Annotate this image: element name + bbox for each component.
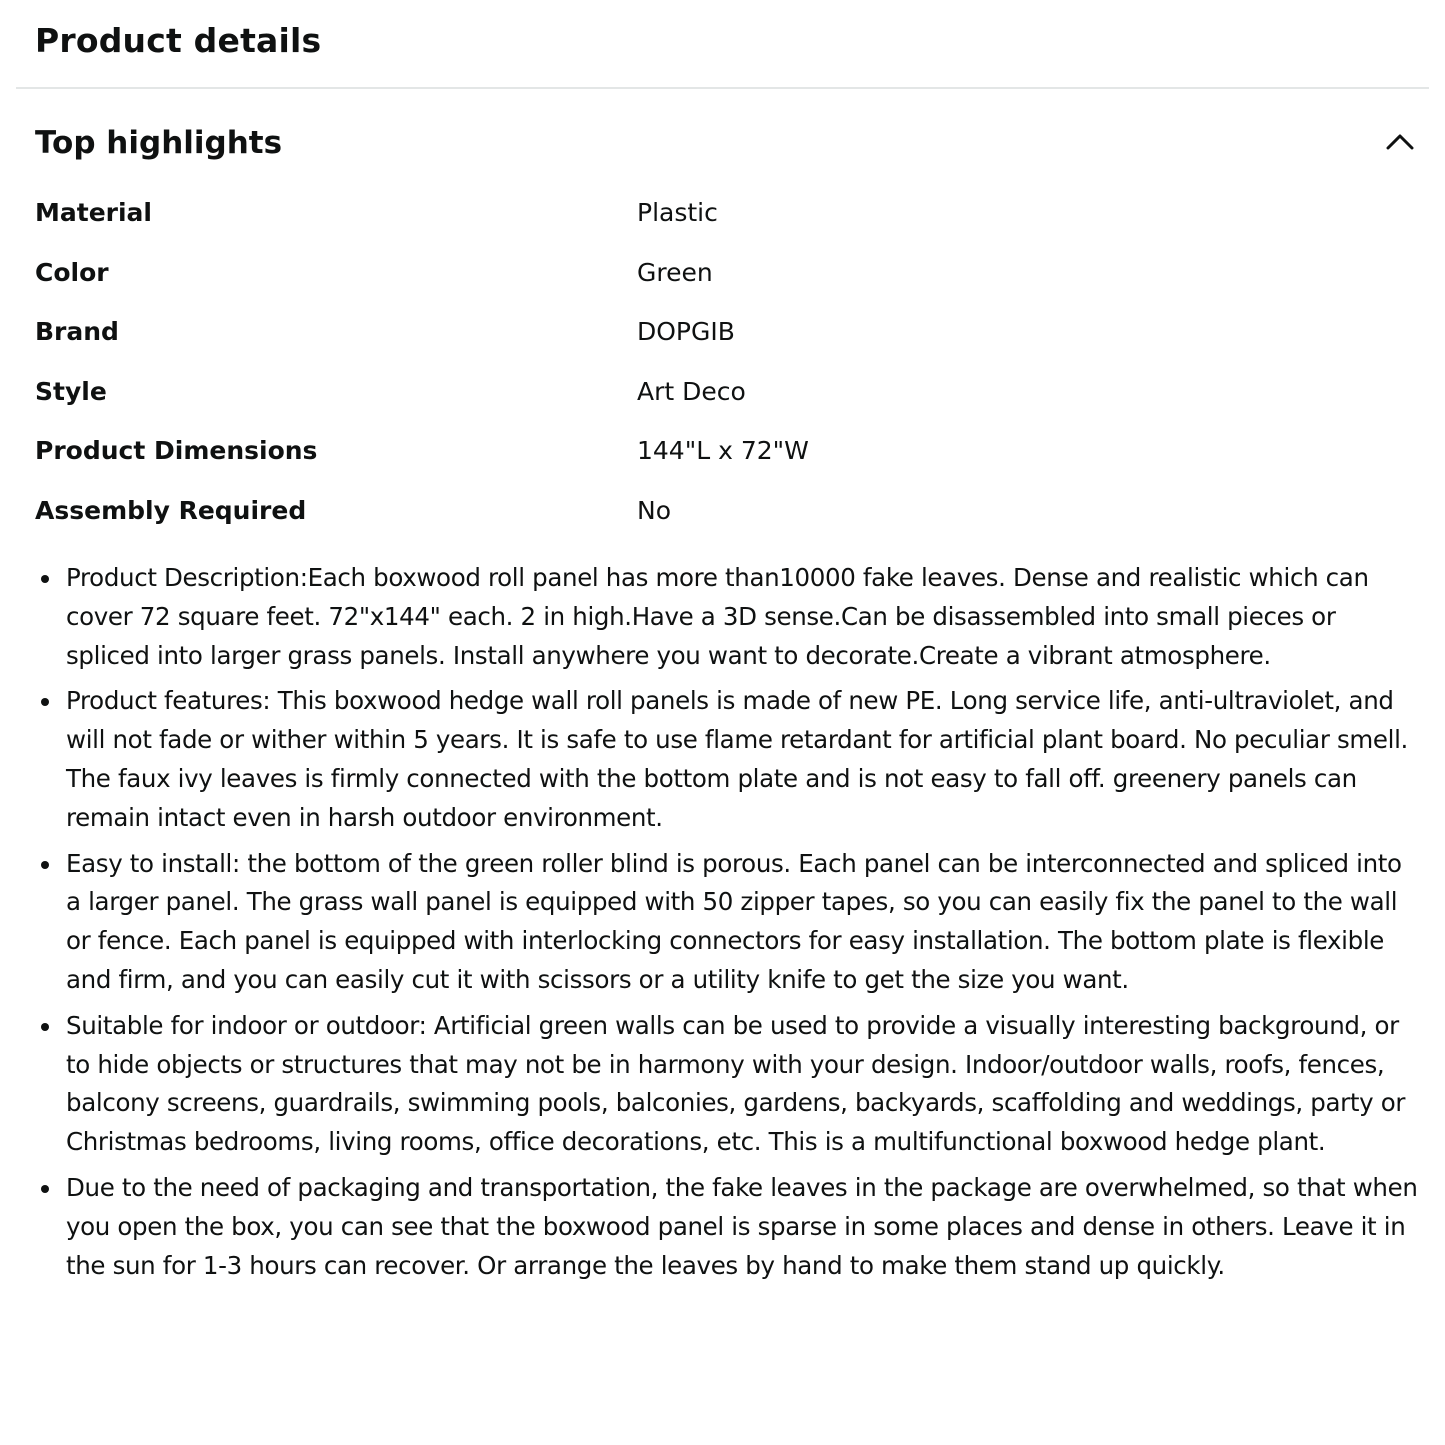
attribute-value: 144"L x 72"W <box>637 436 809 466</box>
attribute-label: Brand <box>35 317 119 347</box>
attribute-value: No <box>637 495 671 525</box>
bullet-dot-icon <box>41 1185 49 1193</box>
attribute-label: Style <box>35 376 107 406</box>
bullet-dot-icon <box>41 861 49 869</box>
top-highlights-toggle[interactable] <box>35 117 1415 169</box>
list-item <box>35 1169 1420 1285</box>
header-divider <box>16 87 1429 89</box>
bullet-text: Product Description:Each boxwood roll panel has more than10000 fake leaves. Dense and realistic which can cover 72 square feet. 72"x144" each. 2 in high.Have a 3D sense.Can be disassembled into small pieces or spliced into larger grass panels. Install anywhere you want to decorate.Create a vibrant atmosphere. <box>66 563 1369 670</box>
bullet-text: Easy to install: the bottom of the green roller blind is porous. Each panel can be interconnected and spliced into a larger panel. The grass wall panel is equipped with 50 zipper tapes, so you can easily fix the panel to the wall or fence. Each panel is equipped with interlocking connectors for easy installation. The bottom plate is flexible and firm, and you can easily cut it with scissors or a utility knife to get the size you want. <box>66 848 1402 994</box>
attribute-label: Color <box>35 257 109 287</box>
attribute-label: Product Dimensions <box>35 436 318 466</box>
bullet-text: Suitable for indoor or outdoor: Artificial green walls can be used to provide a visually interesting background, or to hide objects or structures that may not be in harmony with your design. Indoor/outdoor walls, roofs, fences, balcony screens, guardrails, swimming pools, balconies, gardens, backyards, scaffolding and weddings, party or Christmas bedrooms, living rooms, office decorations, etc. This is a multifunctional boxwood hedge plant. <box>66 1010 1406 1157</box>
attribute-value: Green <box>637 257 713 287</box>
attributes-table <box>35 183 1415 541</box>
bullet-dot-icon <box>41 575 49 583</box>
attribute-label: Assembly Required <box>35 495 307 525</box>
attribute-value: DOPGIB <box>637 317 735 347</box>
list-item <box>35 1007 1420 1162</box>
bullet-text: Due to the need of packaging and transportation, the fake leaves in the package are overwhelmed, so that when you open the box, you can see that the boxwood panel is sparse in some places and dense in others. Leave it in the sun for 1-3 hours can recover. Or arrange the leaves by hand to make them stand up quickly. <box>66 1172 1418 1280</box>
list-item <box>35 559 1420 675</box>
section-title: Top highlights <box>35 125 283 161</box>
list-item <box>35 682 1420 837</box>
bullet-dot-icon <box>41 1023 49 1031</box>
attribute-label: Material <box>35 198 152 227</box>
attribute-row-assembly <box>35 481 1415 541</box>
attribute-value: Art Deco <box>637 376 746 406</box>
list-item <box>35 845 1420 1000</box>
bullet-dot-icon <box>41 698 49 706</box>
attribute-row-dimensions <box>35 421 1415 481</box>
page-title: Product details <box>35 21 322 60</box>
attribute-row-color <box>35 243 1415 303</box>
attribute-row-material <box>35 183 1415 243</box>
chevron-up-icon[interactable] <box>1385 127 1415 157</box>
attribute-value: Plastic <box>637 198 718 227</box>
attribute-row-style <box>35 362 1415 422</box>
feature-bullet-list <box>35 559 1420 1292</box>
attribute-row-brand <box>35 302 1415 362</box>
bullet-text: Product features: This boxwood hedge wall roll panels is made of new PE. Long service life, anti-ultraviolet, and will not fade or wither within 5 years. It is safe to use flame retardant for artificial plant board. No peculiar smell. The faux ivy leaves is firmly connected with the bottom plate and is not easy to fall off. greenery panels can remain intact even in harsh outdoor environment. <box>66 686 1408 832</box>
